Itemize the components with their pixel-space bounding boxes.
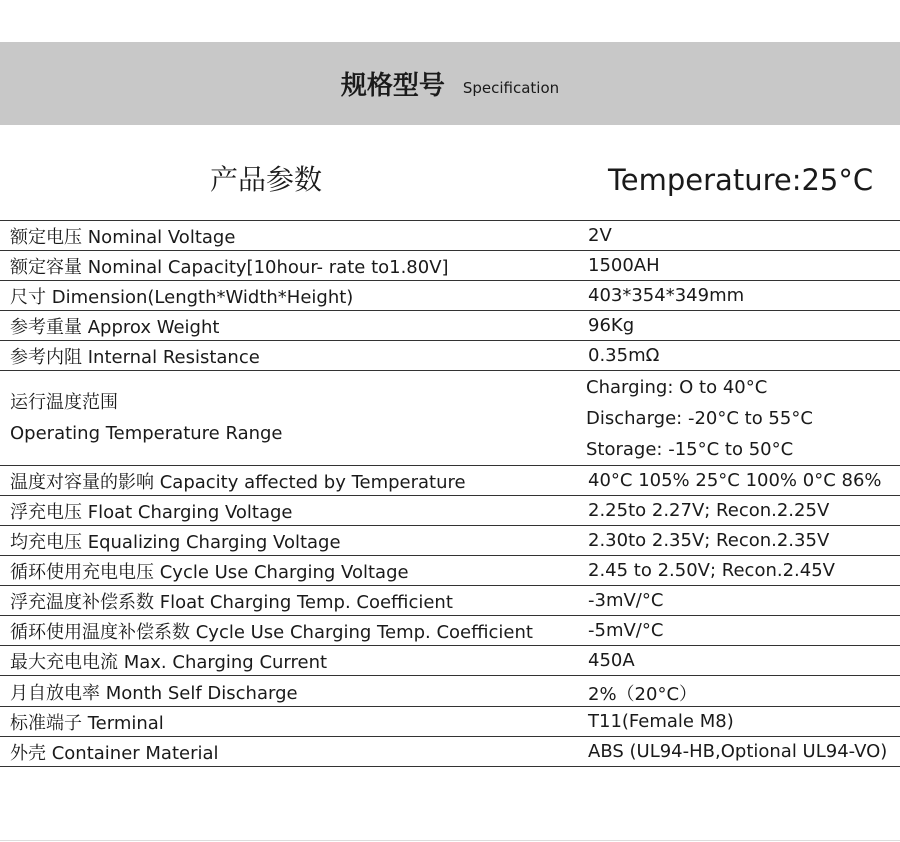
spec-table xyxy=(0,220,900,767)
table-row xyxy=(0,251,900,281)
spec-name: 循环使用温度补偿系数 Cycle Use Charging Temp. Coefficient xyxy=(10,622,533,643)
spec-name: 浮充温度补偿系数 Float Charging Temp. Coefficient xyxy=(10,592,453,613)
table-row xyxy=(0,281,900,311)
spec-name: 最大充电电流 Max. Charging Current xyxy=(10,652,328,673)
spec-value-storage: Storage: -15°C to 50°C xyxy=(586,439,794,460)
spec-name: 外壳 Container Material xyxy=(10,743,219,764)
spec-value: 1500AH xyxy=(588,255,660,276)
spec-value: 40°C 105% 25°C 100% 0°C 86% xyxy=(588,470,882,491)
temperature-heading: Temperature:25°C xyxy=(608,163,874,197)
bottom-divider xyxy=(0,840,900,841)
spec-name xyxy=(0,371,586,466)
banner-title: 规格型号 xyxy=(340,71,445,101)
table-row xyxy=(0,616,900,646)
spec-value: 0.35mΩ xyxy=(588,345,660,366)
table-row xyxy=(0,646,900,676)
spec-value-discharge: Discharge: -20°C to 55°C xyxy=(586,408,813,429)
table-row xyxy=(0,311,900,341)
spec-name: 标准端子 Terminal xyxy=(10,713,164,734)
table-row xyxy=(0,586,900,616)
spec-name: 参考内阻 Internal Resistance xyxy=(10,347,260,368)
spec-name: 额定容量 Nominal Capacity[10hour- rate to1.80V] xyxy=(10,257,449,278)
spec-value: -5mV/°C xyxy=(588,620,664,641)
spec-value: ABS (UL94-HB,Optional UL94-VO) xyxy=(588,741,888,762)
table-row xyxy=(0,737,900,767)
table-row xyxy=(0,466,900,496)
spec-name: 均充电压 Equalizing Charging Voltage xyxy=(10,532,341,553)
spec-name: 月自放电率 Month Self Discharge xyxy=(10,683,298,704)
spec-name-cn: 运行温度范围 xyxy=(10,392,118,413)
spec-value-charging: Charging: O to 40°C xyxy=(586,377,768,398)
table-row xyxy=(0,221,900,251)
spec-name: 尺寸 Dimension(Length*Width*Height) xyxy=(10,287,354,308)
spec-value: 2V xyxy=(588,225,612,246)
spec-name: 参考重量 Approx Weight xyxy=(10,317,220,338)
spec-value: 96Kg xyxy=(588,315,635,336)
table-row xyxy=(0,676,900,707)
specification-banner xyxy=(0,42,900,125)
spec-value: 450A xyxy=(588,650,635,671)
spec-value: T11(Female M8) xyxy=(588,711,734,732)
product-parameters-heading: 产品参数 xyxy=(210,163,323,196)
spec-name: 循环使用充电电压 Cycle Use Charging Voltage xyxy=(10,562,409,583)
spec-name: 额定电压 Nominal Voltage xyxy=(10,227,236,248)
spec-value: 2.30to 2.35V; Recon.2.35V xyxy=(588,530,830,551)
table-row xyxy=(0,496,900,526)
table-row xyxy=(0,526,900,556)
spec-value xyxy=(586,371,900,466)
table-row xyxy=(0,556,900,586)
table-row xyxy=(0,341,900,371)
spec-name: 浮充电压 Float Charging Voltage xyxy=(10,502,293,523)
spec-value: 403*354*349mm xyxy=(588,285,745,306)
spec-value: 2%（20°C） xyxy=(588,684,698,705)
spec-name-en: Operating Temperature Range xyxy=(10,423,283,444)
spec-value: -3mV/°C xyxy=(588,590,664,611)
table-row xyxy=(0,707,900,737)
table-row xyxy=(0,371,900,466)
spec-value: 2.45 to 2.50V; Recon.2.45V xyxy=(588,560,835,581)
spec-value: 2.25to 2.27V; Recon.2.25V xyxy=(588,500,830,521)
spec-name: 温度对容量的影响 Capacity affected by Temperature xyxy=(10,472,466,493)
banner-subtitle: Specification xyxy=(462,78,560,97)
